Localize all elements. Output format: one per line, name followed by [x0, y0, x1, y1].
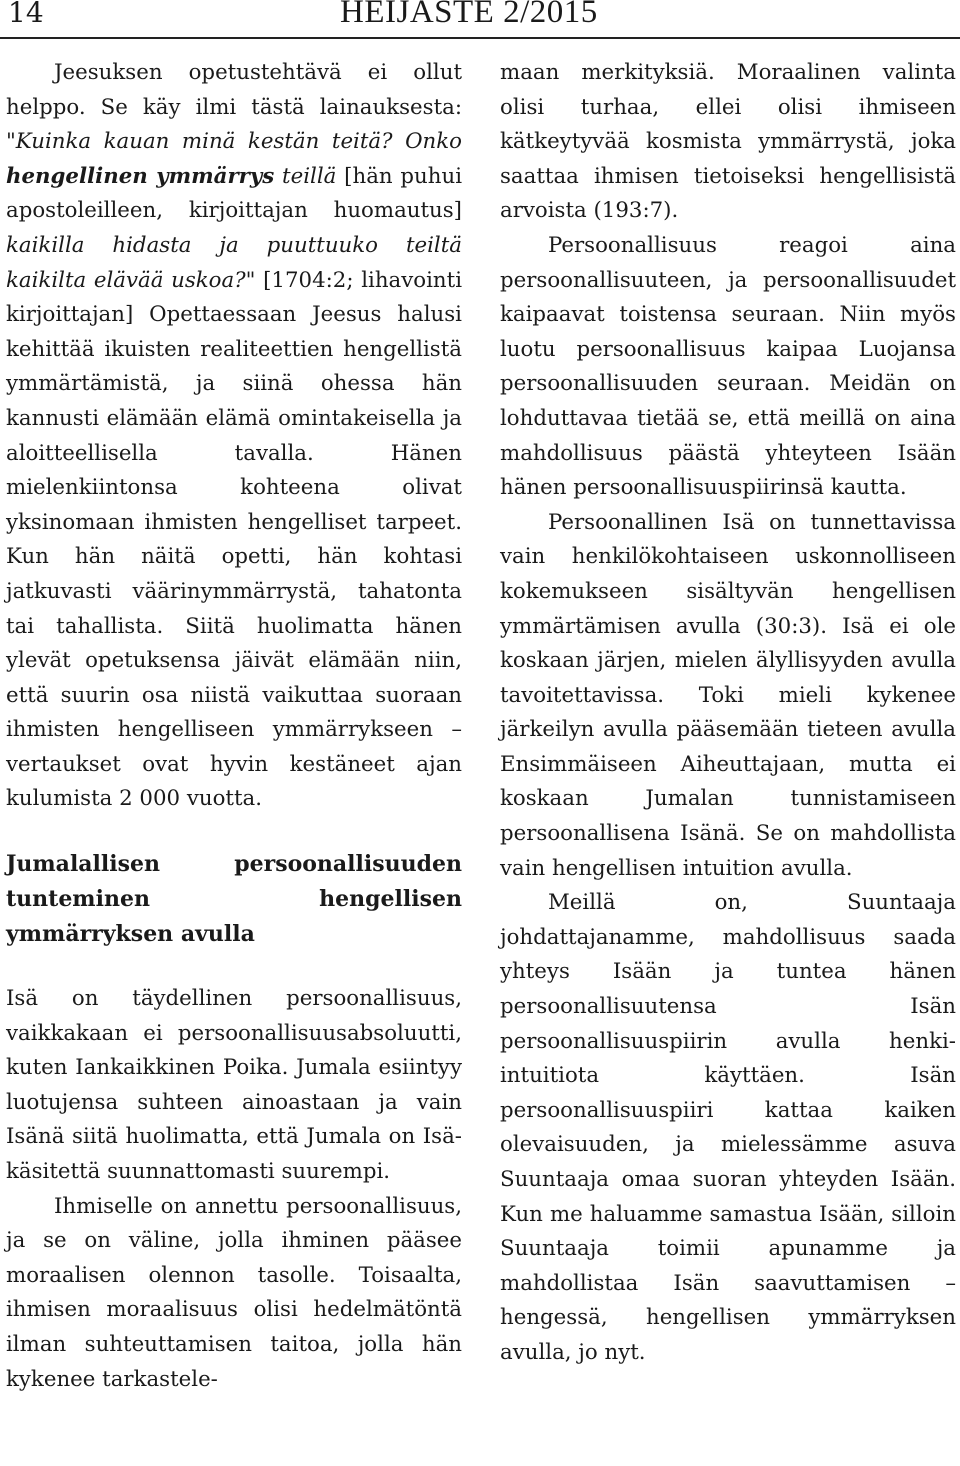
section-heading: Jumalallisen persoonallisuuden tunteminen hengellisen ymmärryksen avulla — [6, 851, 462, 948]
paragraph: Meillä on, Suuntaaja johdattajanamme, mahdollisuus saada yhteys Isään ja tuntea hänen persoonallisuutensa Isän persoonallisuuspiirin avulla henki-intuitiota käyttäen. Isän persoonallisuuspiiri kattaa kaiken olevaisuuden, ja mielessämme asuva Suuntaaja omaa suoran yhteyden Isään. Kun me haluamme samastua Isään, silloin Suuntaaja toimii apunamme ja mahdollistaa Isän saavuttamisen – hengessä, hengellisen ymmärryksen avulla, jo nyt. — [500, 890, 956, 1365]
paragraph: Persoonallisuus reagoi aina persoonallisuuteen, ja persoonallisuudet kaipaavat toistensa seuraan. Niin myös luotu persoonallisuus kaipaa Luojansa persoonallisuuden seuraan. Meidän on lohduttavaa tietää se, että meillä on aina mahdollisuus päästä yhteyteen Isään hänen persoonallisuuspiirinsä kautta. — [500, 232, 956, 501]
left-column — [6, 56, 462, 1397]
paragraph-intro — [6, 56, 462, 817]
right-column — [500, 56, 956, 1371]
text-run: [1704:2; lihavointi kirjoittajan] Opettaessaan Jeesus halusi kehittää ikuisten realiteettien hengellistä ymmärtämistä, ja siinä ohessa hän kannusti elämään elämä omintakeisella ja aloitteellisella tavalla. Hänen mielenkiintonsa kohteena olivat yksinomaan ihmisten hengelliset tarpeet. Kun hän näitä opetti, hän kohtasi jatkuvasti väärinymmärrystä, tahatonta tai tahallista. Siitä huolimatta hänen ylevät opetuksensa jäivät elämään niin, että suurin osa niistä vaikuttaa suoraan ihmisten hengelliseen ymmärrykseen – vertaukset ovat hyvin kestäneet ajan kulumista 2 000 vuotta. — [6, 267, 463, 812]
paragraph: Persoonallinen Isä on tunnettavissa vain henkilökohtaiseen uskonnolliseen kokemukseen sisältyvän hengellisen ymmärtämisen avulla (30:3). Isä ei ole koskaan järjen, mielen älyllisyyden avulla tavoitettavissa. Toki mieli kykenee järkeilyn avulla pääsemään tieteen avulla Ensimmäiseen Aiheuttajaan, mutta ei koskaan Jumalan tunnistamiseen persoonallisena Isänä. Se on mahdollista vain hengellisen intuition avulla. — [500, 509, 956, 881]
page-header — [0, 0, 960, 40]
paragraph: Ihmiselle on annettu persoonallisuus, ja se on väline, jolla ihminen pääsee moraalisen olennon tasolle. Toisaalta, ihmisen moraalisuus olisi hedelmätöntä ilman suhteuttamisen taitoa, jolla hän kykenee tarkastele- — [6, 1193, 462, 1392]
paragraph-continued: maan merkityksiä. Moraalinen valinta olisi turhaa, ellei olisi ihmiseen kätkeytyvää kosmista ymmärrystä, joka saattaa ihmisen tietoiseksi hengellisistä arvoista (193:7). — [500, 60, 956, 224]
quote-text: "Kuinka kauan minä kestän teitä? Onko — [6, 129, 462, 155]
publication-title: HEIJASTE 2/2015 — [340, 0, 598, 30]
page-number: 14 — [8, 0, 44, 29]
quote-text: kaikilla hidasta ja puuttuuko teiltä kaikilta elävää uskoa?" — [6, 232, 462, 293]
paragraph: Isä on täydellinen persoonallisuus, vaikkakaan ei persoonallisuusabsoluutti, kuten Iankaikkinen Poika. Jumala esiintyy luotujensa suhteen ainoastaan ja vain Isänä siitä huolimatta, että Jumala on Isä-käsitettä suunnattomasti suurempi. — [6, 986, 462, 1185]
quote-text: teillä — [274, 163, 337, 189]
header-rule — [0, 37, 960, 39]
text-run: [hän puhui apostoleilleen, kirjoittajan huomautus] — [6, 163, 462, 224]
quote-emphasis: hengellinen ymmärrys — [6, 163, 275, 189]
text-run: Jeesuksen opetustehtävä ei ollut helppo. Se käy ilmi tästä lainauksesta: — [6, 60, 462, 120]
